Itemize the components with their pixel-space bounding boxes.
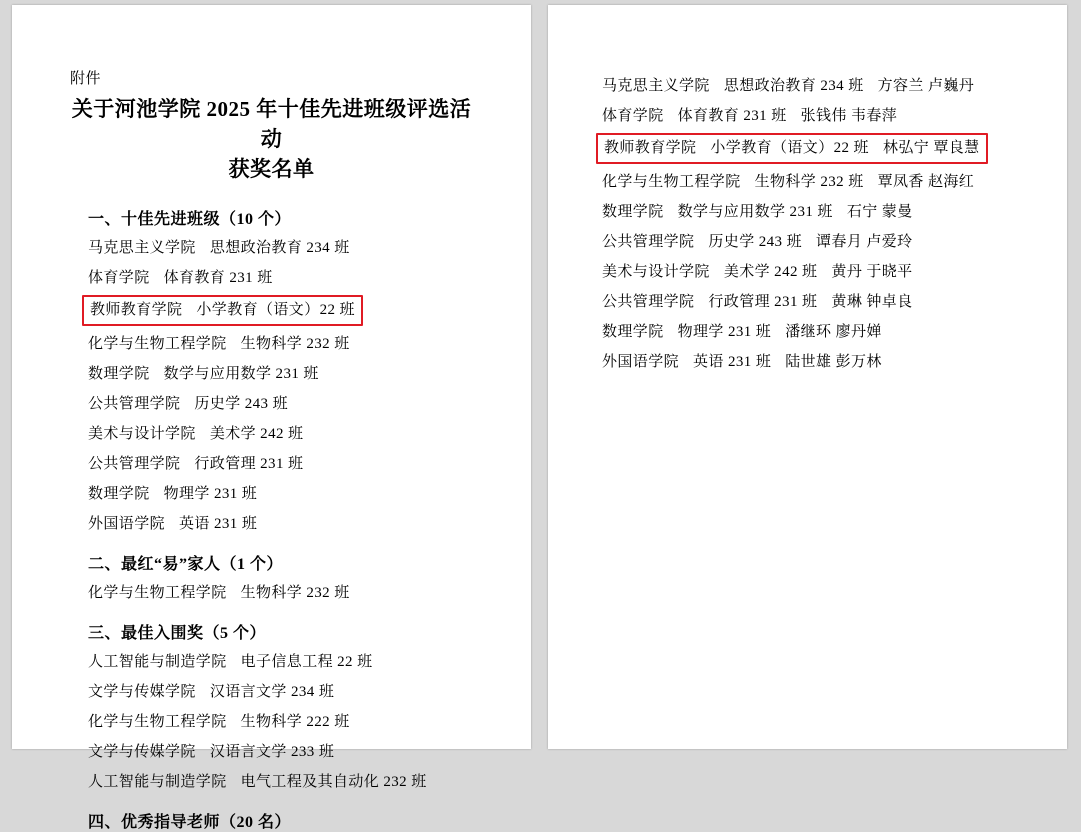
college-name: 美术与设计学院: [602, 264, 710, 280]
class-name: 生物科学 232 班: [240, 336, 350, 352]
class-name: 物理学 231 班: [677, 324, 772, 340]
advisor-row: [602, 101, 1013, 131]
list-item: [88, 359, 477, 389]
class-name: 历史学 243 班: [708, 234, 803, 250]
class-name: 英语 231 班: [179, 516, 258, 532]
advisor-row-highlighted-wrapper: [602, 133, 1013, 164]
class-name: 物理学 231 班: [163, 486, 258, 502]
college-name: 体育学院: [602, 108, 664, 124]
section-heading-4: 四、优秀指导老师（20 名）: [88, 814, 292, 831]
college-name: 人工智能与制造学院: [88, 654, 227, 670]
section-heading-1: 一、十佳先进班级（10 个）: [88, 211, 292, 228]
advisor-row-highlighted: [596, 133, 988, 164]
college-name: 文学与传媒学院: [88, 744, 196, 760]
class-name: 数学与应用数学 231 班: [163, 366, 319, 382]
class-name: 历史学 243 班: [194, 396, 289, 412]
class-name: 美术学 242 班: [723, 264, 818, 280]
college-name: 马克思主义学院: [602, 78, 710, 94]
list-item: [88, 767, 477, 797]
class-name: 英语 231 班: [693, 354, 772, 370]
college-name: 数理学院: [602, 324, 664, 340]
college-name: 文学与传媒学院: [88, 684, 196, 700]
college-name: 教师教育学院: [90, 302, 183, 318]
list-item: [88, 479, 477, 509]
advisor-row: [602, 317, 1013, 347]
list-item: [88, 647, 477, 677]
college-name: 数理学院: [88, 486, 150, 502]
section-2-list: [66, 578, 477, 608]
class-name: 生物科学 232 班: [240, 585, 350, 601]
college-name: 体育学院: [88, 270, 150, 286]
list-item: [88, 737, 477, 767]
college-name: 化学与生物工程学院: [88, 585, 227, 601]
class-name: 思想政治教育 234 班: [723, 78, 864, 94]
class-name: 汉语言文学 234 班: [209, 684, 335, 700]
section-heading-2: 二、最红“易”家人（1 个）: [88, 556, 284, 573]
teacher-names: 黄琳 钟卓良: [831, 294, 913, 310]
college-name: 公共管理学院: [602, 294, 695, 310]
college-name: 化学与生物工程学院: [88, 714, 227, 730]
class-name: 行政管理 231 班: [708, 294, 818, 310]
college-name: 美术与设计学院: [88, 426, 196, 442]
advisor-row: [602, 257, 1013, 287]
college-name: 人工智能与制造学院: [88, 774, 227, 790]
teacher-names: 黄丹 于晓平: [831, 264, 913, 280]
class-name: 生物科学 232 班: [754, 174, 864, 190]
section-1-list: [66, 233, 477, 539]
page-title: [66, 94, 477, 184]
teacher-names: 石宁 蒙曼: [846, 204, 913, 220]
college-name: 化学与生物工程学院: [88, 336, 227, 352]
teacher-names: 谭春月 卢爱玲: [816, 234, 913, 250]
advisor-row: [602, 347, 1013, 377]
college-name: 数理学院: [88, 366, 150, 382]
teacher-names: 覃凤香 赵海红: [877, 174, 975, 190]
advisor-row: [602, 167, 1013, 197]
list-item: [88, 449, 477, 479]
document-page-2: [548, 5, 1067, 749]
class-name: 思想政治教育 234 班: [209, 240, 350, 256]
advisor-list: [602, 71, 1013, 377]
list-item-highlighted: [82, 295, 363, 326]
class-name: 体育教育 231 班: [677, 108, 787, 124]
college-name: 公共管理学院: [88, 456, 181, 472]
class-name: 美术学 242 班: [209, 426, 304, 442]
college-name: 教师教育学院: [604, 140, 697, 156]
class-name: 电气工程及其自动化 232 班: [240, 774, 427, 790]
college-name: 公共管理学院: [602, 234, 695, 250]
section-heading-3: 三、最佳入围奖（5 个）: [88, 625, 267, 642]
teacher-names: 陆世雄 彭万林: [785, 354, 882, 370]
teacher-names: 林弘宁 覃良慧: [882, 140, 980, 156]
advisor-row: [602, 287, 1013, 317]
class-name: 小学教育（语文）22 班: [710, 140, 869, 156]
teacher-names: 方容兰 卢巍丹: [877, 78, 975, 94]
page-title-line-2: 获奖名单: [228, 157, 315, 181]
college-name: 马克思主义学院: [88, 240, 196, 256]
advisor-row: [602, 71, 1013, 101]
list-item: [88, 329, 477, 359]
class-name: 数学与应用数学 231 班: [677, 204, 833, 220]
class-name: 生物科学 222 班: [240, 714, 350, 730]
class-name: 体育教育 231 班: [163, 270, 273, 286]
class-name: 小学教育（语文）22 班: [196, 302, 355, 318]
college-name: 数理学院: [602, 204, 664, 220]
section-3-list: [66, 647, 477, 797]
list-item: [88, 578, 477, 608]
advisor-row: [602, 197, 1013, 227]
college-name: 化学与生物工程学院: [602, 174, 741, 190]
advisor-row: [602, 227, 1013, 257]
college-name: 公共管理学院: [88, 396, 181, 412]
document-page-1: [12, 5, 531, 831]
list-item: [88, 419, 477, 449]
list-item: [88, 389, 477, 419]
class-name: 电子信息工程 22 班: [240, 654, 373, 670]
attachment-label: 附件: [70, 71, 102, 87]
list-item: [88, 233, 477, 263]
page-title-line-1: 关于河池学院 2025 年十佳先进班级评选活动: [71, 97, 472, 151]
list-item: [88, 263, 477, 293]
college-name: 外国语学院: [88, 516, 166, 532]
list-item: [88, 707, 477, 737]
class-name: 行政管理 231 班: [194, 456, 304, 472]
list-item: [88, 509, 477, 539]
teacher-names: 张钱伟 韦春萍: [800, 108, 898, 124]
teacher-names: 潘继环 廖丹婵: [785, 324, 882, 340]
class-name: 汉语言文学 233 班: [209, 744, 335, 760]
list-item: [88, 677, 477, 707]
list-item-highlighted-wrapper: [66, 295, 477, 326]
college-name: 外国语学院: [602, 354, 680, 370]
